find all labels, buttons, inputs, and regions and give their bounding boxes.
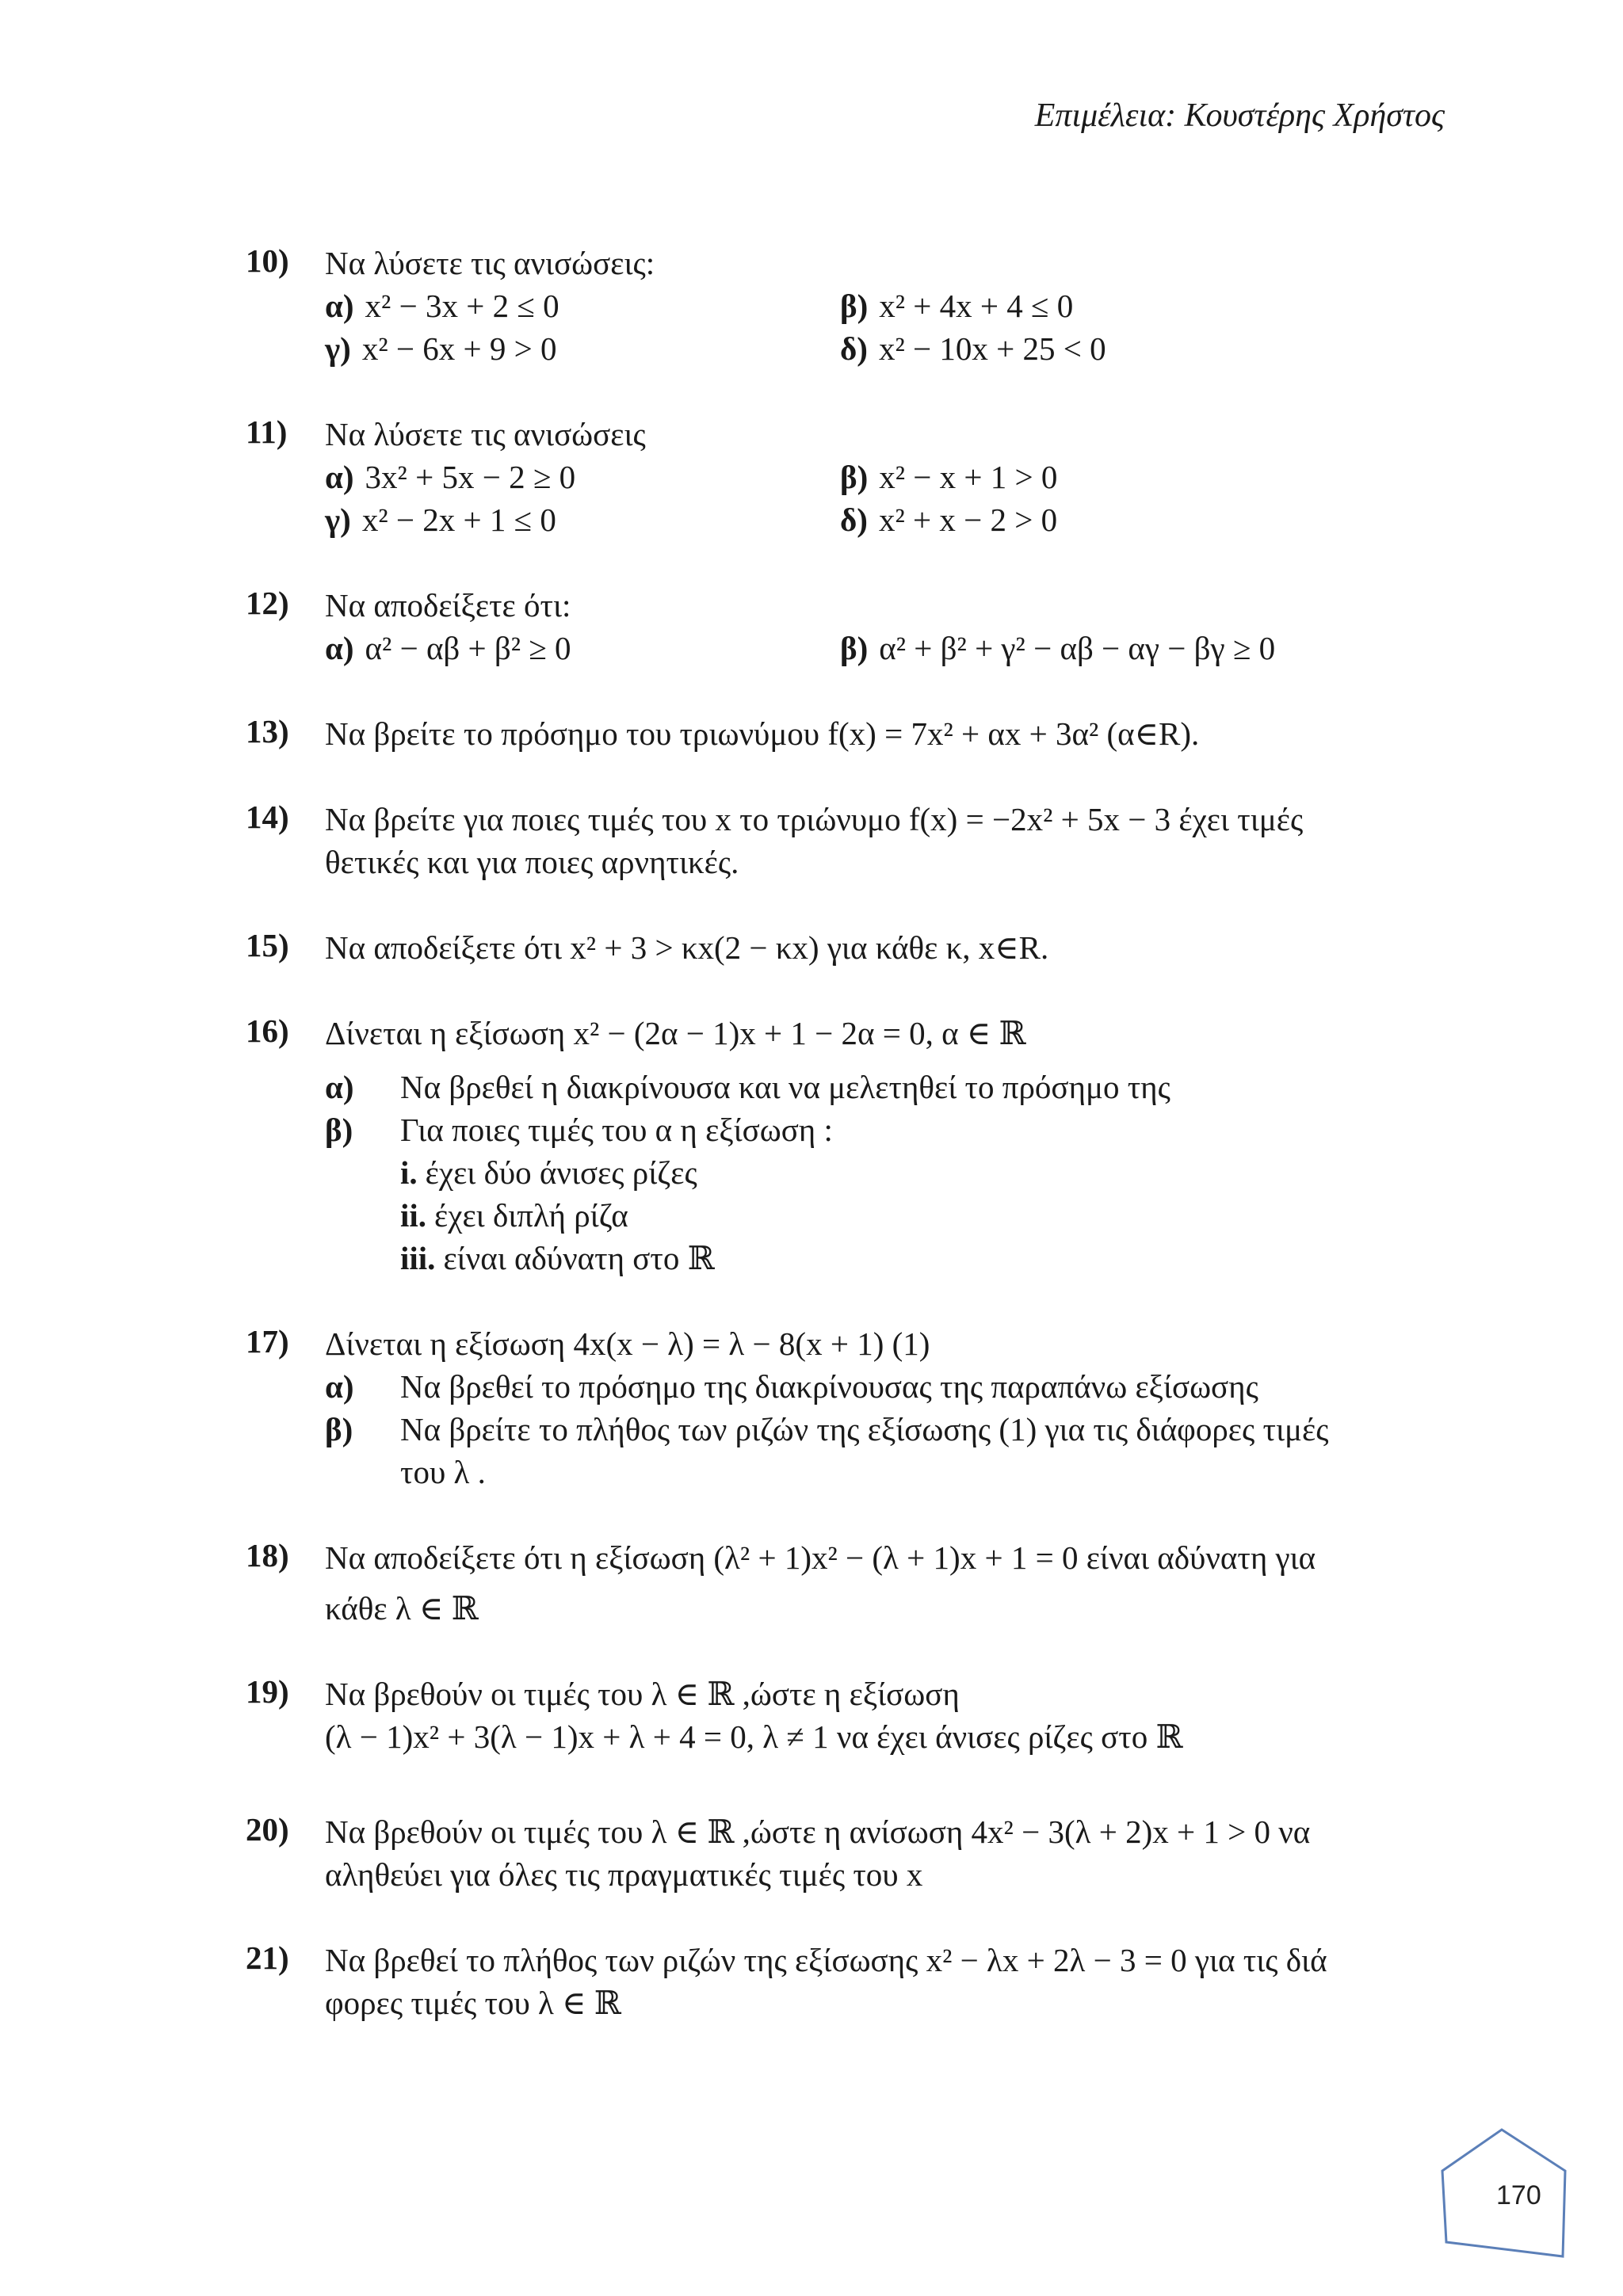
exercise-number: 13) <box>246 713 289 749</box>
exercise-20 <box>246 1810 1434 1896</box>
exercise-intro: Να αποδείξετε ότι: <box>325 587 571 624</box>
exercise-intro: Δίνεται η εξίσωση 4x(x − λ) = λ − 8(x + 1) (1) <box>325 1325 930 1362</box>
exercise-number: 12) <box>246 585 289 621</box>
exercise-text: Να βρείτε το πρόσημο του τριωνύμου f(x) = 7x² + αx + 3α² (α∈R). <box>325 715 1200 752</box>
exercise-11 <box>246 413 1434 541</box>
exercise-13 <box>246 712 1434 755</box>
exercise-15 <box>246 926 1434 969</box>
item-label: γ) <box>325 330 351 367</box>
exercise-16 <box>246 1012 1434 1280</box>
item-label: γ) <box>325 502 351 538</box>
exercise-number: 18) <box>246 1537 289 1573</box>
exercise-14 <box>246 798 1434 883</box>
exercise-text-line: αληθεύει για όλες τις πραγματικές τιμές του x <box>325 1856 923 1893</box>
item-label: α) <box>325 1069 354 1105</box>
item-expression: α² + β² + γ² − αβ − αγ − βγ ≥ 0 <box>879 630 1276 666</box>
item-label: β) <box>840 630 869 666</box>
item-label: β) <box>840 459 869 495</box>
exercise-list <box>246 242 1434 2067</box>
exercise-12 <box>246 584 1434 669</box>
exercise-text-line: θετικές και για ποιες αρνητικές. <box>325 844 739 880</box>
exercise-21 <box>246 1939 1434 2024</box>
exercise-text-line: κάθε λ ∈ ℝ <box>325 1590 479 1627</box>
item-expression: 3x² + 5x − 2 ≥ 0 <box>365 459 576 495</box>
exercise-17 <box>246 1322 1434 1493</box>
item-label: α) <box>325 630 354 666</box>
item-label: α) <box>325 1368 354 1405</box>
item-label: δ) <box>840 502 868 538</box>
exercise-number: 21) <box>246 1939 289 1976</box>
subitem-label: i. <box>400 1154 418 1191</box>
exercise-text-line: Να βρεθούν οι τιμές του λ ∈ ℝ ,ώστε η εξίσωση <box>325 1676 960 1712</box>
exercise-number: 17) <box>246 1323 289 1360</box>
exercise-10 <box>246 242 1434 370</box>
exercise-intro: Δίνεται η εξίσωση x² − (2α − 1)x + 1 − 2α = 0, α ∈ ℝ <box>325 1015 1026 1051</box>
exercise-number: 14) <box>246 799 289 835</box>
item-expression: x² + x − 2 > 0 <box>878 502 1058 538</box>
exercise-18 <box>246 1536 1434 1630</box>
exercise-number: 11) <box>246 414 288 450</box>
exercise-number: 16) <box>246 1013 289 1049</box>
running-header: Επιμέλεια: Κουστέρης Χρήστος <box>1034 97 1445 134</box>
item-continuation: του λ . <box>400 1454 486 1490</box>
item-expression: x² − x + 1 > 0 <box>879 459 1058 495</box>
exercise-text-line: φορες τιμές του λ ∈ ℝ <box>325 1985 621 2021</box>
page-number: 170 <box>1496 2180 1541 2210</box>
item-expression: x² − 10x + 25 < 0 <box>878 330 1106 367</box>
item-label: α) <box>325 459 354 495</box>
exercise-intro: Να λύσετε τις ανισώσεις: <box>325 245 655 281</box>
exercise-intro: Να λύσετε τις ανισώσεις <box>325 416 646 452</box>
exercise-number: 19) <box>246 1673 289 1710</box>
item-text: Να βρεθεί η διακρίνουσα και να μελετηθεί το πρόσημο της <box>400 1069 1170 1105</box>
exercise-text: Να αποδείξετε ότι x² + 3 > κx(2 − κx) για κάθε κ, x∈R. <box>325 929 1049 966</box>
subitem-label: iii. <box>400 1240 436 1276</box>
exercise-text-line: Να αποδείξετε ότι η εξίσωση (λ² + 1)x² − (λ + 1)x + 1 = 0 είναι αδύνατη για <box>325 1539 1316 1576</box>
exercise-text-line: Να βρείτε για ποιες τιμές του x το τριώνυμο f(x) = −2x² + 5x − 3 έχει τιμές <box>325 801 1304 837</box>
item-label: α) <box>325 288 354 324</box>
subitem-text: έχει δύο άνισες ρίζες <box>425 1154 697 1191</box>
item-label: β) <box>840 288 869 324</box>
exercise-number: 10) <box>246 242 289 279</box>
subitem-text: έχει διπλή ρίζα <box>434 1197 628 1234</box>
item-expression: x² + 4x + 4 ≤ 0 <box>879 288 1074 324</box>
item-label: β) <box>325 1411 353 1447</box>
item-expression: x² − 6x + 9 > 0 <box>361 330 557 367</box>
exercise-text-line: Να βρεθεί το πλήθος των ριζών της εξίσωσης x² − λx + 2λ − 3 = 0 για τις διά <box>325 1942 1327 1978</box>
item-text: Να βρεθεί το πρόσημο της διακρίνουσας της παραπάνω εξίσωσης <box>400 1368 1258 1405</box>
exercise-number: 20) <box>246 1811 289 1848</box>
item-label: δ) <box>840 330 868 367</box>
exercise-text-line: Να βρεθούν οι τιμές του λ ∈ ℝ ,ώστε η ανίσωση 4x² − 3(λ + 2)x + 1 > 0 να <box>325 1814 1311 1850</box>
item-text: Να βρείτε το πλήθος των ριζών της εξίσωσης (1) για τις διάφορες τιμές <box>400 1411 1329 1447</box>
exercise-19 <box>246 1672 1434 1758</box>
item-label: β) <box>325 1112 353 1148</box>
subitem-text: είναι αδύνατη στο ℝ <box>443 1240 715 1276</box>
item-text: Για ποιες τιμές του α η εξίσωση : <box>400 1112 833 1148</box>
item-expression: α² − αβ + β² ≥ 0 <box>365 630 571 666</box>
exercise-number: 15) <box>246 927 289 963</box>
item-expression: x² − 3x + 2 ≤ 0 <box>365 288 559 324</box>
item-expression: x² − 2x + 1 ≤ 0 <box>361 502 556 538</box>
subitem-label: ii. <box>400 1197 427 1234</box>
exercise-text-line: (λ − 1)x² + 3(λ − 1)x + λ + 4 = 0, λ ≠ 1 να έχει άνισες ρίζες στο ℝ <box>325 1718 1183 1755</box>
